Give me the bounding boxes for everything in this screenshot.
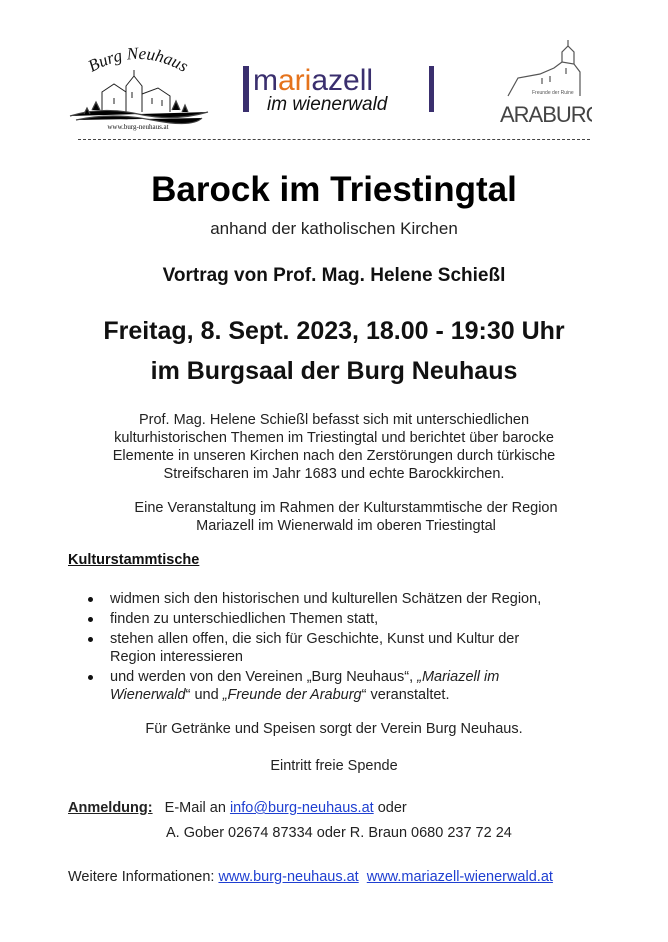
bullet-icon xyxy=(88,675,93,680)
kultur-list xyxy=(88,590,608,704)
more-info-line xyxy=(68,869,553,885)
logo-right-name: ARABURG xyxy=(500,102,592,127)
list-item-text: “ veranstaltet. xyxy=(361,687,450,703)
list-item xyxy=(88,590,608,608)
description-line: Streifscharen im Jahr 1683 und echte Barockkirchen. xyxy=(163,466,505,482)
page-title: Barock im Triestingtal xyxy=(151,170,517,209)
list-item xyxy=(88,668,608,704)
description-line: Prof. Mag. Helene Schießl befasst sich mit unterschiedlichen xyxy=(138,412,530,428)
registration-phones: A. Gober 02674 87334 oder R. Braun 0680 237 72 24 xyxy=(166,825,512,841)
registration-email-suffix: oder xyxy=(373,800,407,816)
bullet-icon xyxy=(88,617,93,622)
logo-mid-azell: azell xyxy=(311,64,374,97)
list-item-text: „Mariazell im xyxy=(417,669,500,685)
speaker-line: Vortrag von Prof. Mag. Helene Schießl xyxy=(162,265,506,286)
event-venue: im Burgsaal der Burg Neuhaus xyxy=(150,357,518,385)
logo-mid-m: m xyxy=(253,64,278,97)
svg-text:Burg Neuhaus xyxy=(85,44,192,76)
list-item xyxy=(88,610,608,628)
svg-text:mariazell xyxy=(253,64,373,97)
mariazell-link[interactable]: www.mariazell-wienerwald.at xyxy=(366,869,553,885)
list-item-text: „Freunde der Araburg xyxy=(222,687,362,703)
logo-mid-subtitle: im wienerwald xyxy=(267,94,388,115)
email-link[interactable]: info@burg-neuhaus.at xyxy=(229,800,374,816)
header-divider xyxy=(78,139,590,140)
bullet-icon xyxy=(88,637,93,642)
list-item-text: “ und xyxy=(185,687,223,703)
logo-left-url: www.burg-neuhaus.at xyxy=(107,123,169,131)
list-item-text: widmen sich den historischen und kulturellen Schätzen der Region, xyxy=(110,591,542,607)
list-item-text: und werden von den Vereinen „Burg Neuhaus“, xyxy=(110,669,418,685)
page-subtitle: anhand der katholischen Kirchen xyxy=(210,219,458,238)
drinks-note: Für Getränke und Speisen sorgt der Verein Burg Neuhaus. xyxy=(145,721,523,737)
list-item xyxy=(88,630,608,666)
event-note-paragraph xyxy=(12,499,668,535)
list-item-text: Region interessieren xyxy=(110,649,243,665)
description-line: kulturhistorischen Themen im Triestingtal und berichtet über barocke xyxy=(114,430,554,446)
kultur-heading: Kulturstammtische xyxy=(68,552,200,568)
castle-drawing-icon xyxy=(62,40,214,132)
list-item-text: Wienerwald xyxy=(110,687,186,703)
list-item-text: finden zu unterschiedlichen Themen statt, xyxy=(110,611,379,627)
list-item-text: stehen allen offen, die sich für Geschichte, Kunst und Kultur der xyxy=(110,631,520,647)
more-info-label: Weitere Informationen: xyxy=(68,869,219,885)
burg-neuhaus-logo xyxy=(62,40,214,132)
registration-line xyxy=(68,800,407,816)
mariazell-logo xyxy=(243,64,435,120)
registration-label: Anmeldung: xyxy=(68,800,153,816)
burg-neuhaus-link[interactable]: www.burg-neuhaus.at xyxy=(218,869,359,885)
logo-left-name: Burg Neuhaus xyxy=(84,43,192,76)
event-date: Freitag, 8. Sept. 2023, 18.00 - 19:30 Uhr xyxy=(103,317,565,345)
logo-mid-ari: ari xyxy=(278,64,312,97)
araburg-logo xyxy=(496,38,592,130)
description-line: Elemente in unseren Kirchen nach den Zerstörungen durch türkische xyxy=(112,448,556,464)
event-note-line: Mariazell im Wienerwald im oberen Triestingtal xyxy=(196,518,496,534)
description-paragraph xyxy=(0,411,668,483)
entry-note: Eintritt freie Spende xyxy=(270,758,398,774)
event-note-line: Eine Veranstaltung im Rahmen der Kulturstammtische der Region xyxy=(134,500,558,516)
logo-right-tagline: Freunde der Ruine xyxy=(532,90,574,96)
bullet-icon xyxy=(88,597,93,602)
registration-email-prefix: E-Mail an xyxy=(164,800,230,816)
